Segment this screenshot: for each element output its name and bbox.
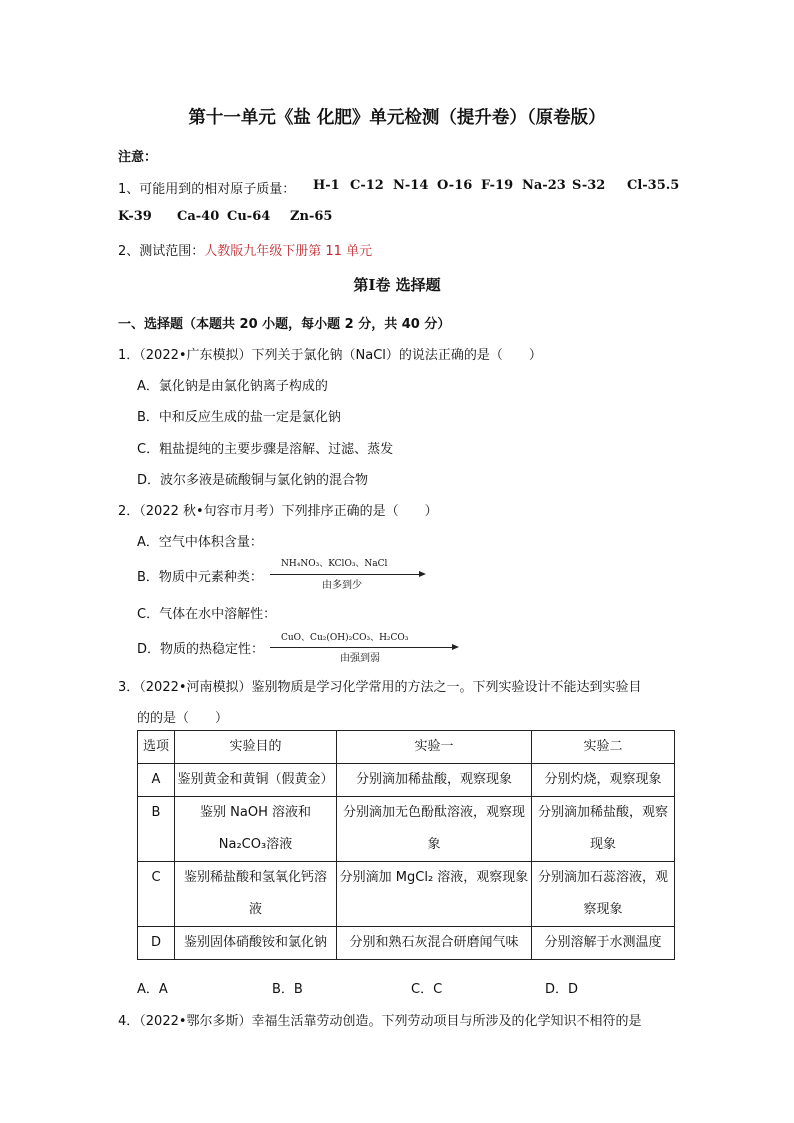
row-c-goal-line-1: 鉴别稀盐酸和氢氧化钙溶 [183, 870, 327, 885]
row-a-goal-line: 鉴别黄金和黄铜（假黄金） [177, 772, 334, 787]
test-range: 人教版九年级下册第 11 单元 [204, 244, 373, 259]
question-2-option-b: B．物质中元素种类： [137, 570, 263, 585]
row-b-exp2 [532, 797, 675, 862]
mass-o: O-16 [437, 178, 473, 193]
table-row [138, 927, 675, 960]
mass-n: N-14 [393, 178, 429, 193]
row-d-option: D [138, 927, 175, 960]
mass-ca: Ca-40 [177, 209, 220, 224]
question-3-stem-line-1: 3．（2022•河南模拟）鉴别物质是学习化学常用的方法之一。下列实验设计不能达到实验目 [118, 680, 642, 695]
header-exp1: 实验一 [337, 731, 532, 764]
option-b-arrow-head [419, 571, 426, 577]
part-heading: 一、选择题（本题共 20 小题，每小题 2 分，共 40 分） [118, 317, 451, 332]
row-b-exp2-line-2: 现象 [589, 837, 616, 852]
question-1-option-a: A．氯化钠是由氯化钠离子构成的 [137, 379, 328, 394]
row-d-goal-line: 鉴别固体硝酸铵和氯化钠 [183, 935, 327, 950]
question-3-answer-c: C．C [411, 982, 443, 997]
option-d-caption: 由强到弱 [340, 653, 380, 664]
row-c-goal [175, 862, 337, 927]
question-1-stem: 1．（2022•广东模拟）下列关于氯化钠（NaCl）的说法正确的是（ ） [118, 348, 542, 363]
table-row [138, 797, 675, 862]
option-b-caption: 由多到少 [322, 580, 362, 591]
notice-item-1-prefix: 1、可能用到的相对原子质量： [118, 182, 296, 197]
row-c-exp2-line-1: 分别滴加石蕊溶液，观 [537, 870, 668, 885]
option-d-formula: CuO、Cu₂(OH)₂CO₃、H₂CO₃ [281, 633, 409, 643]
row-d-exp1-line: 分别和熟石灰混合研磨闻气味 [349, 935, 519, 950]
row-c-option: C [138, 862, 175, 927]
question-2-stem: 2．（2022 秋•句容市月考）下列排序正确的是（ ） [118, 504, 438, 519]
row-c-exp1-line: 分别滴加 MgCl₂ 溶液，观察现象 [339, 870, 529, 885]
question-1-option-c: C．粗盐提纯的主要步骤是溶解、过滤、蒸发 [137, 442, 394, 457]
experiment-table [137, 730, 675, 960]
question-2-option-d: D．物质的热稳定性： [137, 642, 265, 657]
row-d-exp2 [532, 927, 675, 960]
mass-cu: Cu-64 [227, 209, 271, 224]
mass-s: S-32 [572, 178, 606, 193]
section-title: 第Ⅰ卷 选择题 [353, 276, 441, 294]
row-b-exp1-line-2: 象 [427, 837, 441, 852]
mass-f: F-19 [481, 178, 514, 193]
header-exp2: 实验二 [532, 731, 675, 764]
row-b-goal-line-1: 鉴别 NaOH 溶液和 [200, 805, 311, 820]
notice-label: 注意： [118, 150, 158, 165]
question-2-option-a: A．空气中体积含量： [137, 535, 263, 550]
question-3-answer-d: D．D [545, 982, 579, 997]
mass-h: H-1 [313, 178, 340, 193]
page-title: 第十一单元《盐 化肥》单元检测（提升卷）（原卷版） [188, 108, 606, 128]
question-3-stem-line-2: 的的是（ ） [137, 711, 229, 726]
question-2-option-c: C．气体在水中溶解性： [137, 607, 277, 622]
question-1-option-b: B．中和反应生成的盐一定是氯化钠 [137, 410, 341, 425]
row-b-goal [175, 797, 337, 862]
table-header-row [138, 731, 675, 764]
row-b-option: B [138, 797, 175, 862]
row-a-exp2 [532, 764, 675, 797]
option-d-arrow-line [270, 647, 453, 648]
option-b-formula: NH₄NO₃、KClO₃、NaCl [281, 559, 388, 569]
header-option: 选项 [138, 731, 175, 764]
mass-zn: Zn-65 [290, 209, 333, 224]
row-c-exp2-line-2: 察现象 [583, 902, 623, 917]
option-b-arrow-line [270, 574, 420, 575]
row-c-goal-line-2: 液 [248, 902, 262, 917]
row-b-goal-line-2: Na₂CO₃溶液 [218, 837, 293, 852]
notice-item-2-prefix: 2、测试范围： [118, 244, 205, 259]
question-3-answer-a: A．A [137, 982, 168, 997]
mass-na: Na-23 [522, 178, 566, 193]
notice-item-2 [118, 240, 372, 259]
row-a-exp1 [337, 764, 532, 797]
row-b-exp2-line-1: 分别滴加稀盐酸，观察 [537, 805, 668, 820]
question-4-stem: 4．（2022•鄂尔多斯）幸福生活靠劳动创造。下列劳动项目与所涉及的化学知识不相符的是 [118, 1014, 642, 1029]
row-d-exp2-line: 分别溶解于水测温度 [544, 935, 662, 950]
mass-cl: Cl-35.5 [627, 178, 680, 193]
row-d-exp1 [337, 927, 532, 960]
row-a-goal [175, 764, 337, 797]
question-3-answer-b: B．B [272, 982, 303, 997]
row-b-exp1-line-1: 分别滴加无色酚酞溶液，观察现 [342, 805, 525, 820]
table-row [138, 862, 675, 927]
mass-c: C-12 [350, 178, 384, 193]
notice-item-1 [118, 178, 295, 197]
row-a-exp2-line: 分别灼烧，观察现象 [544, 772, 662, 787]
question-1-option-d: D．波尔多液是硫酸铜与氯化钠的混合物 [137, 473, 369, 488]
option-d-arrow-head [452, 644, 459, 650]
row-c-exp2 [532, 862, 675, 927]
table-row [138, 764, 675, 797]
row-a-option: A [138, 764, 175, 797]
row-b-exp1 [337, 797, 532, 862]
row-c-exp1 [337, 862, 532, 927]
row-a-exp1-line: 分别滴加稀盐酸，观察现象 [355, 772, 512, 787]
row-d-goal [175, 927, 337, 960]
header-goal: 实验目的 [175, 731, 337, 764]
mass-k: K-39 [118, 209, 152, 224]
